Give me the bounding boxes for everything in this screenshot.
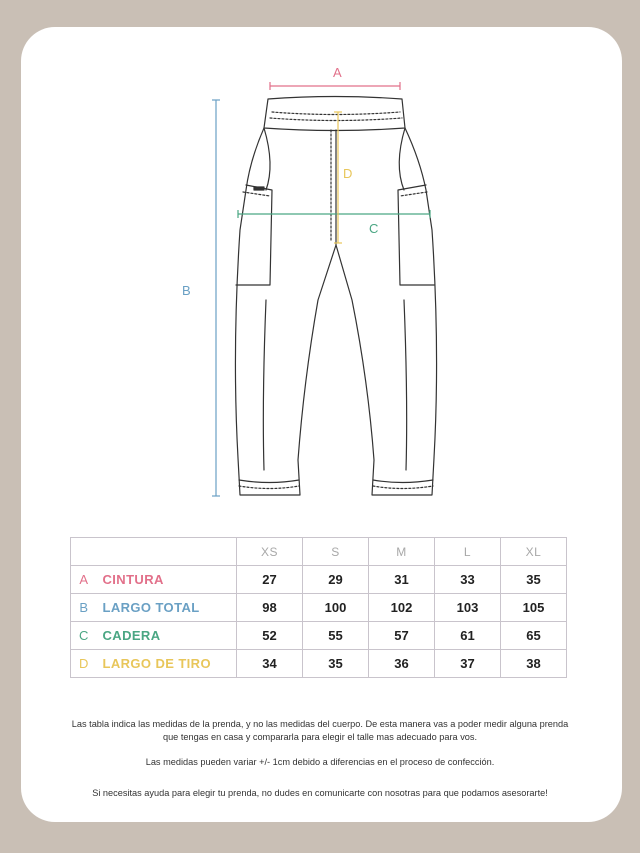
table-cell: 35 xyxy=(303,650,369,678)
row-letter: C xyxy=(71,622,97,650)
table-cell: 34 xyxy=(237,650,303,678)
size-header-m: M xyxy=(369,538,435,566)
table-cell: 105 xyxy=(501,594,567,622)
table-row xyxy=(71,650,567,678)
measure-c-label: C xyxy=(369,221,379,236)
size-header-s: S xyxy=(303,538,369,566)
table-cell: 102 xyxy=(369,594,435,622)
table-cell: 52 xyxy=(237,622,303,650)
table-cell: 55 xyxy=(303,622,369,650)
measure-d-line xyxy=(334,112,342,243)
size-header-xl: XL xyxy=(501,538,567,566)
note-line: que tengas en casa y compararla para elegir el talle mas adecuado para vos. xyxy=(162,732,478,742)
row-measure-name: CINTURA xyxy=(97,566,237,594)
measure-d-label: D xyxy=(343,166,353,181)
left-cargo-pocket xyxy=(236,185,272,285)
right-cargo-pocket xyxy=(398,185,434,285)
table-cell: 36 xyxy=(369,650,435,678)
table-cell: 27 xyxy=(237,566,303,594)
table-corner-cell xyxy=(71,538,237,566)
table-header-row xyxy=(71,538,567,566)
table-cell: 103 xyxy=(435,594,501,622)
table-cell: 100 xyxy=(303,594,369,622)
measure-b-line xyxy=(212,100,220,496)
row-letter: D xyxy=(71,650,97,678)
row-measure-name: LARGO DE TIRO xyxy=(97,650,237,678)
measure-c-line xyxy=(238,210,430,218)
size-header-xs: XS xyxy=(237,538,303,566)
row-measure-name: LARGO TOTAL xyxy=(97,594,237,622)
table-cell: 57 xyxy=(369,622,435,650)
measure-b-label: B xyxy=(182,283,192,298)
measure-a-line xyxy=(270,82,400,90)
table-cell: 33 xyxy=(435,566,501,594)
row-letter: A xyxy=(71,566,97,594)
table-cell: 61 xyxy=(435,622,501,650)
table-row xyxy=(71,566,567,594)
table-row xyxy=(71,622,567,650)
table-cell: 37 xyxy=(435,650,501,678)
row-measure-name: CADERA xyxy=(97,622,237,650)
table-cell: 29 xyxy=(303,566,369,594)
measure-a-label: A xyxy=(333,65,343,80)
table-cell: 35 xyxy=(501,566,567,594)
table-cell: 38 xyxy=(501,650,567,678)
note-garment-measures xyxy=(30,718,610,744)
row-letter: B xyxy=(71,594,97,622)
note-help: Si necesitas ayuda para elegir tu prenda, no dudes en comunicarte con nosotras para que podamos asesorarte! xyxy=(92,788,548,798)
size-table xyxy=(70,537,567,678)
size-header-l: L xyxy=(435,538,501,566)
table-row xyxy=(71,594,567,622)
table-cell: 31 xyxy=(369,566,435,594)
note-line: Las tabla indica las medidas de la prenda, y no las medidas del cuerpo. De esta manera vas a poder medir alguna prenda xyxy=(71,719,569,729)
table-cell: 65 xyxy=(501,622,567,650)
table-cell: 98 xyxy=(237,594,303,622)
note-tolerance: Las medidas pueden variar +/- 1cm debido a diferencias en el proceso de confección. xyxy=(145,757,495,767)
